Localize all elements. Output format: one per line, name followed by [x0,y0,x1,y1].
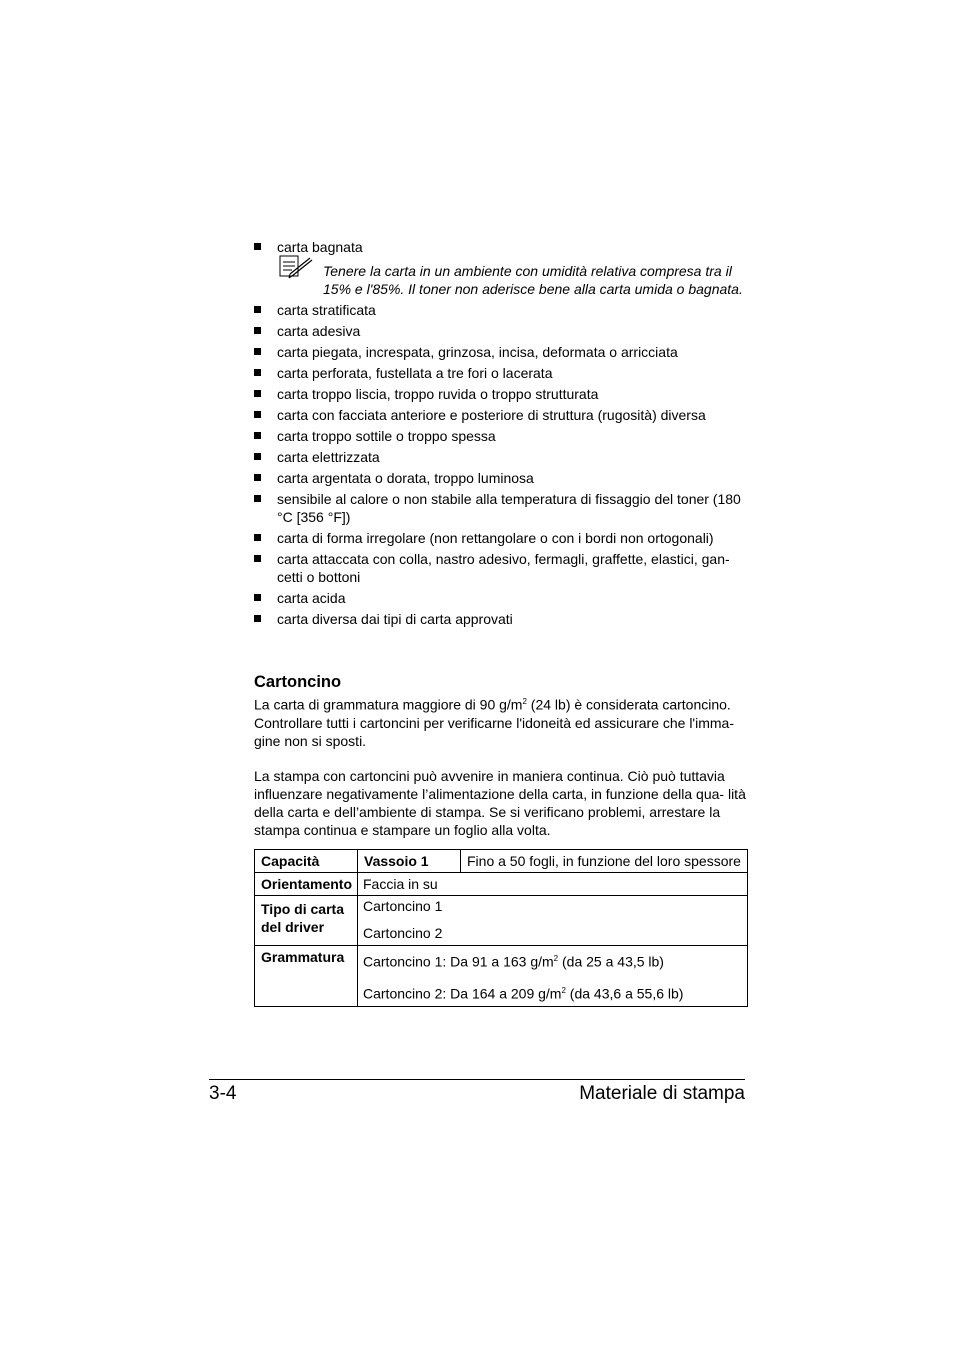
list-item-text: carta perforata, fustellata a tre fori o lacerata [277,365,553,381]
list-item [254,301,748,319]
list-item-text: carta troppo liscia, troppo ruvida o troppo strutturata [277,386,599,402]
list-item-text: carta acida [277,590,346,606]
orientation-value: Faccia in su [358,873,748,896]
list-item [254,490,748,526]
list-item-text: carta diversa dai tipi di carta approvati [277,611,513,627]
list-item [254,238,748,256]
list-item [254,322,748,340]
specs-table [254,849,748,1007]
bullet-square-icon [254,348,261,355]
list-item [254,589,748,607]
list-item-text: carta stratificata [277,302,376,318]
list-item [254,610,748,628]
table-row [255,896,748,946]
bullet-square-icon [254,432,261,439]
bullet-square-icon [254,453,261,460]
bullet-square-icon [254,327,261,334]
table-row [255,850,748,873]
list-item-text: carta con facciata anteriore e posteriore di struttura (rugosità) diversa [277,407,706,423]
list-item [254,529,748,547]
capacity-label: Capacità [255,850,358,873]
bullet-square-icon [254,534,261,541]
table-row [255,946,748,1007]
footer-divider [209,1079,745,1080]
unsuitable-paper-list [254,301,748,628]
chapter-title: Materiale di stampa [579,1083,745,1104]
list-item [254,343,748,361]
weight-values: Cartoncino 1: Da 91 a 163 $g/m^2$ (da 25 a 43,5 lb) Cartoncino 2: Da 164 a 209 $g/m^2$ (da 43,6 a 55,6 lb) [358,946,748,1007]
note-pencil-icon [278,254,314,280]
bullet-square-icon [254,243,261,250]
tray-cell: Vassoio 1 [358,850,461,873]
bullet-square-icon [254,615,261,622]
bullet-square-icon [254,594,261,601]
bullet-square-icon [254,390,261,397]
bullet-square-icon [254,411,261,418]
list-item-text: carta piegata, increspata, grinzosa, incisa, deformata o arricciata [277,344,678,360]
bullet-square-icon [254,369,261,376]
page-number: 3-4 [209,1083,237,1104]
bullet-square-icon [254,306,261,313]
list-item [254,364,748,382]
list-item [254,427,748,445]
section-title: Cartoncino [254,673,342,691]
table-row [255,873,748,896]
content [254,238,748,628]
list-item-text: carta troppo sottile o troppo spessa [277,428,496,444]
list-item [254,550,748,586]
list-item-text: carta adesiva [277,323,361,339]
list-item [254,469,748,487]
paragraph-1: La carta di grammatura maggiore di 90 $g/m^2$ (24 lb) è considerata cartoncino. Controllare tutti i cartoncini per verificarne l'idoneità ed assicurare che l'imma- gine non si sposti. [254,696,734,749]
bullet-square-icon [254,474,261,481]
orientation-label: Orientamento [255,873,358,896]
note [254,262,748,298]
paragraph-2: La stampa con cartoncini può avvenire in maniera continua. Ciò può tuttavia influenzare negativamente l’alimentazione della carta, in funzione della qua- lità della carta e dell’ambiente di stampa. Se si verificano problemi, arrestare la stampa continua e stampare un foglio alla volta. [254,768,746,838]
driver-values: Cartoncino 1 Cartoncino 2 [358,896,748,946]
weight-label: Grammatura [255,946,358,1007]
list-item [254,406,748,424]
list-item-text: sensibile al calore o non stabile alla temperatura di fissaggio del toner (180 °C [356 °F]) [277,491,741,525]
list-item-text: carta bagnata [277,239,363,255]
list-item [254,448,748,466]
list-item-text: carta attaccata con colla, nastro adesivo, fermagli, graffette, elastici, gan- cetti o bottoni [277,551,730,585]
list-item-text: carta argentata o dorata, troppo luminosa [277,470,534,486]
bullet-square-icon [254,555,261,562]
note-text: Tenere la carta in un ambiente con umidità relativa compresa tra il 15% e l'85%. Il toner non aderisce bene alla carta umida o bagnata. [323,263,743,297]
driver-label: Tipo di carta del driver [255,896,358,946]
bullet-square-icon [254,495,261,502]
list-item [254,385,748,403]
capacity-value: Fino a 50 fogli, in funzione del loro spessore [461,850,748,873]
list-item-text: carta di forma irregolare (non rettangolare o con i bordi non ortogonali) [277,530,714,546]
list-item-text: carta elettrizzata [277,449,380,465]
